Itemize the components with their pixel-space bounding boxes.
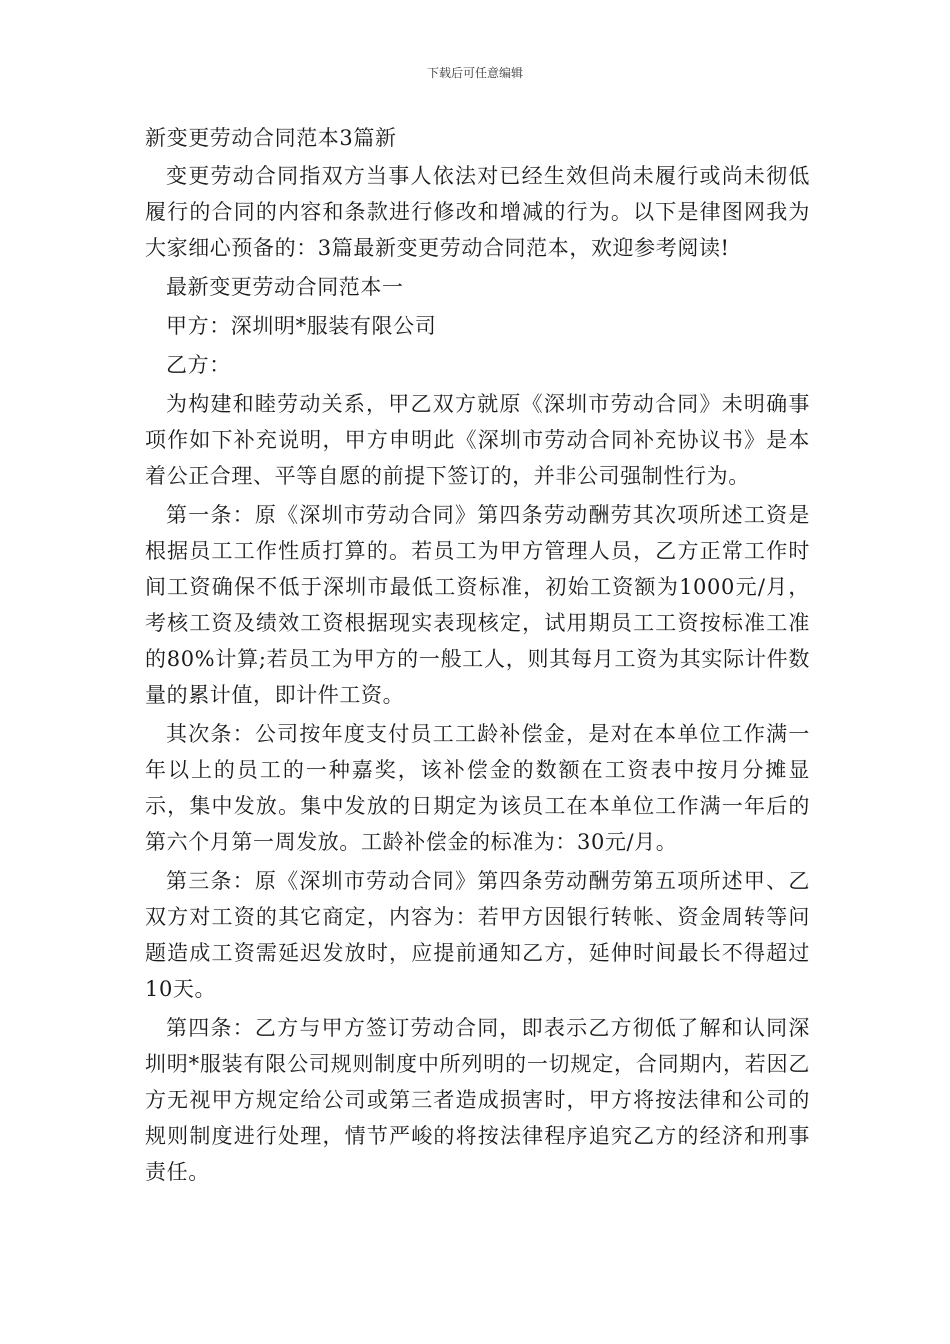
article-1: 第一条：原《深圳市劳动合同》第四条劳动酬劳其次项所述工资是根据员工工作性质打算的。若员工为甲方管理人员，乙方正常工作时间工资确保不低于深圳市最低工资标准，初始工资额为1000元/月，考核工资及绩效工资根据现实表现核定，试用期员工工资按标准工准的80%计算;若员工为甲方的一般工人，则其每月工资为其实际计件数量的累计值，即计件工资。 bbox=[145, 503, 810, 707]
preamble-paragraph: 为构建和睦劳动关系，甲乙双方就原《深圳市劳动合同》未明确事项作如下补充说明，甲方申明此《深圳市劳动合同补充协议书》是本着公正合理、平等自愿的前提下签订的，并非公司强制性行为。 bbox=[145, 392, 810, 488]
intro-paragraph: 变更劳动合同指双方当事人依法对已经生效但尚未履行或尚未彻低履行的合同的内容和条款进行修改和增减的行为。以下是律图网我为大家细心预备的：3篇最新变更劳动合同范本，欢迎参考阅读! bbox=[145, 164, 810, 260]
section-title: 最新变更劳动合同范本一 bbox=[166, 275, 404, 299]
party-a: 甲方：深圳明*服装有限公司 bbox=[166, 314, 437, 338]
article-4: 第四条：乙方与甲方签订劳动合同，即表示乙方彻低了解和认同深圳明*服装有限公司规则制度中所列明的一切规定，合同期内，若因乙方无视甲方规定给公司或第三者造成损害时，甲方将按法律和公司的规则制度进行处理，情节严峻的将按法律程序追究乙方的经济和刑事责任。 bbox=[145, 1016, 810, 1184]
document-body bbox=[145, 120, 810, 1193]
party-b: 乙方： bbox=[166, 353, 231, 377]
header-note: 下载后可任意编辑 bbox=[426, 66, 523, 80]
article-2: 其次条：公司按年度支付员工工龄补偿金，是对在本单位工作满一年以上的员工的一种嘉奖，该补偿金的数额在工资表中按月分摊显示，集中发放。集中发放的日期定为该员工在本单位工作满一年后的第六个月第一周发放。工龄补偿金的标准为：30元/月。 bbox=[145, 722, 810, 854]
document-title: 新变更劳动合同范本3篇新 bbox=[145, 126, 397, 150]
article-3: 第三条：原《深圳市劳动合同》第四条劳动酬劳第五项所述甲、乙双方对工资的其它商定，内容为：若甲方因银行转帐、资金周转等问题造成工资需延迟发放时，应提前通知乙方，延伸时间最长不得超过10天。 bbox=[145, 869, 810, 1001]
